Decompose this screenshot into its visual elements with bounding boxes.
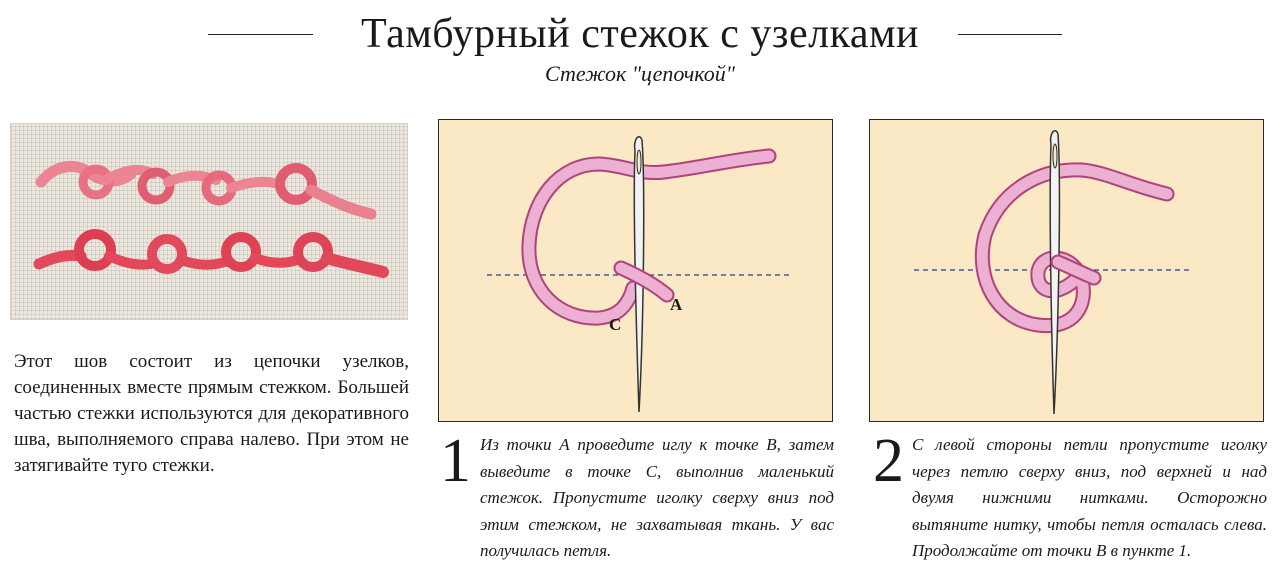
intro-description: Этот шов состоит из цепочки узелков, соединенных вместе прямым стежком. Большей частью стежки используются для декоративного шва, выполняемого справа налево. При этом не затягивайте туго стежки. xyxy=(14,351,409,476)
page-subtitle: Стежок "цепочкой" xyxy=(545,61,735,86)
title-rule-right xyxy=(958,34,1062,35)
label-a: A xyxy=(670,295,683,314)
step2-diagram xyxy=(869,119,1264,422)
page-title: Тамбурный стежок с узелками xyxy=(360,11,920,57)
label-c: C xyxy=(609,315,622,334)
step2-number: 2 xyxy=(873,427,904,495)
needle-icon xyxy=(1050,131,1059,414)
step1-number: 1 xyxy=(440,427,471,495)
step1-diagram xyxy=(438,119,833,422)
step1-text: Из точки А проведите иглу к точке В, затем выведите в точке С, выполнив маленький стежок. Пропустите иголку сверху вниз под этим стежком, не захватывая ткань. У вас получилась петля. xyxy=(480,435,834,560)
step2-text: С левой стороны петли пропустите иголку через петлю сверху вниз, под верхней и над двумя нижними нитками. Осторожно вытяните нитку, чтобы петля осталась слева. Продолжайте от точки В в пункте 1. xyxy=(912,435,1267,560)
stitch-sample-photo xyxy=(10,123,408,320)
